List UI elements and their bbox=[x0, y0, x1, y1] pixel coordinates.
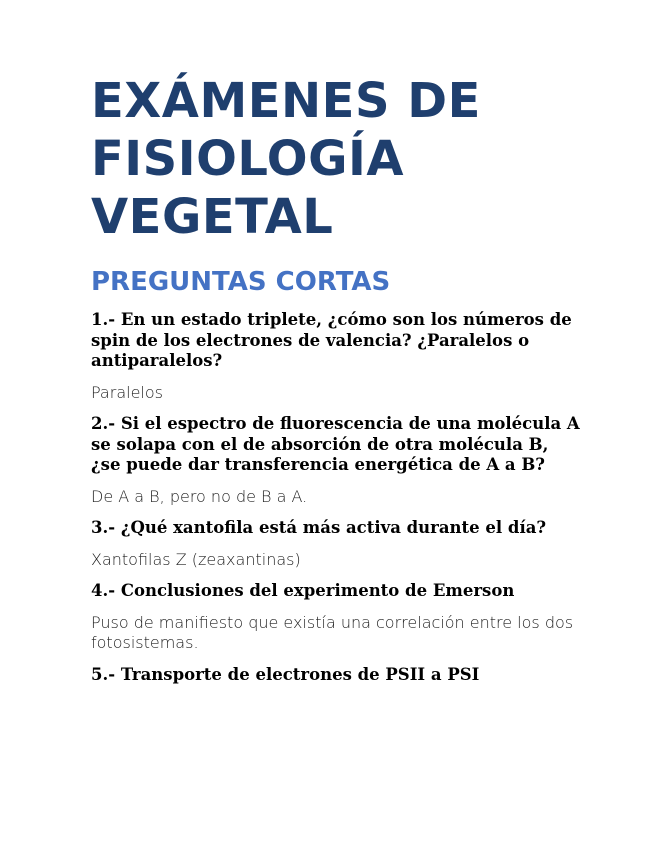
section-heading: PREGUNTAS CORTAS bbox=[91, 267, 391, 297]
question-text: 2.- Si el espectro de fluorescencia de una molécula A se solapa con el de absorción de otra molécula B, ¿se puede dar transferencia energética de A a B? bbox=[91, 414, 580, 474]
qa-item-1 bbox=[91, 310, 581, 403]
qa-item-5 bbox=[91, 665, 581, 686]
document-page bbox=[91, 72, 581, 696]
qa-item-2 bbox=[91, 414, 581, 507]
question-text: 3.- ¿Qué xantofila está más activa durante el día? bbox=[91, 518, 547, 537]
answer-text: Paralelos bbox=[91, 382, 163, 402]
document-title: EXÁMENES DE FISIOLOGÍA VEGETAL bbox=[91, 73, 481, 245]
question-text: 1.- En un estado triplete, ¿cómo son los números de spin de los electrones de valencia? ¿Paralelos o antiparalelos? bbox=[91, 310, 572, 370]
qa-item-4 bbox=[91, 581, 581, 654]
qa-item-3 bbox=[91, 518, 581, 570]
answer-text: Xantofilas Z (zeaxantinas) bbox=[91, 549, 301, 569]
answer-text: Puso de manifiesto que existía una correlación entre los dos fotosistemas. bbox=[91, 612, 574, 652]
answer-text: De A a B, pero no de B a A. bbox=[91, 486, 308, 506]
question-text: 5.- Transporte de electrones de PSII a PSI bbox=[91, 664, 480, 684]
question-text: 4.- Conclusiones del experimento de Emerson bbox=[91, 581, 515, 600]
